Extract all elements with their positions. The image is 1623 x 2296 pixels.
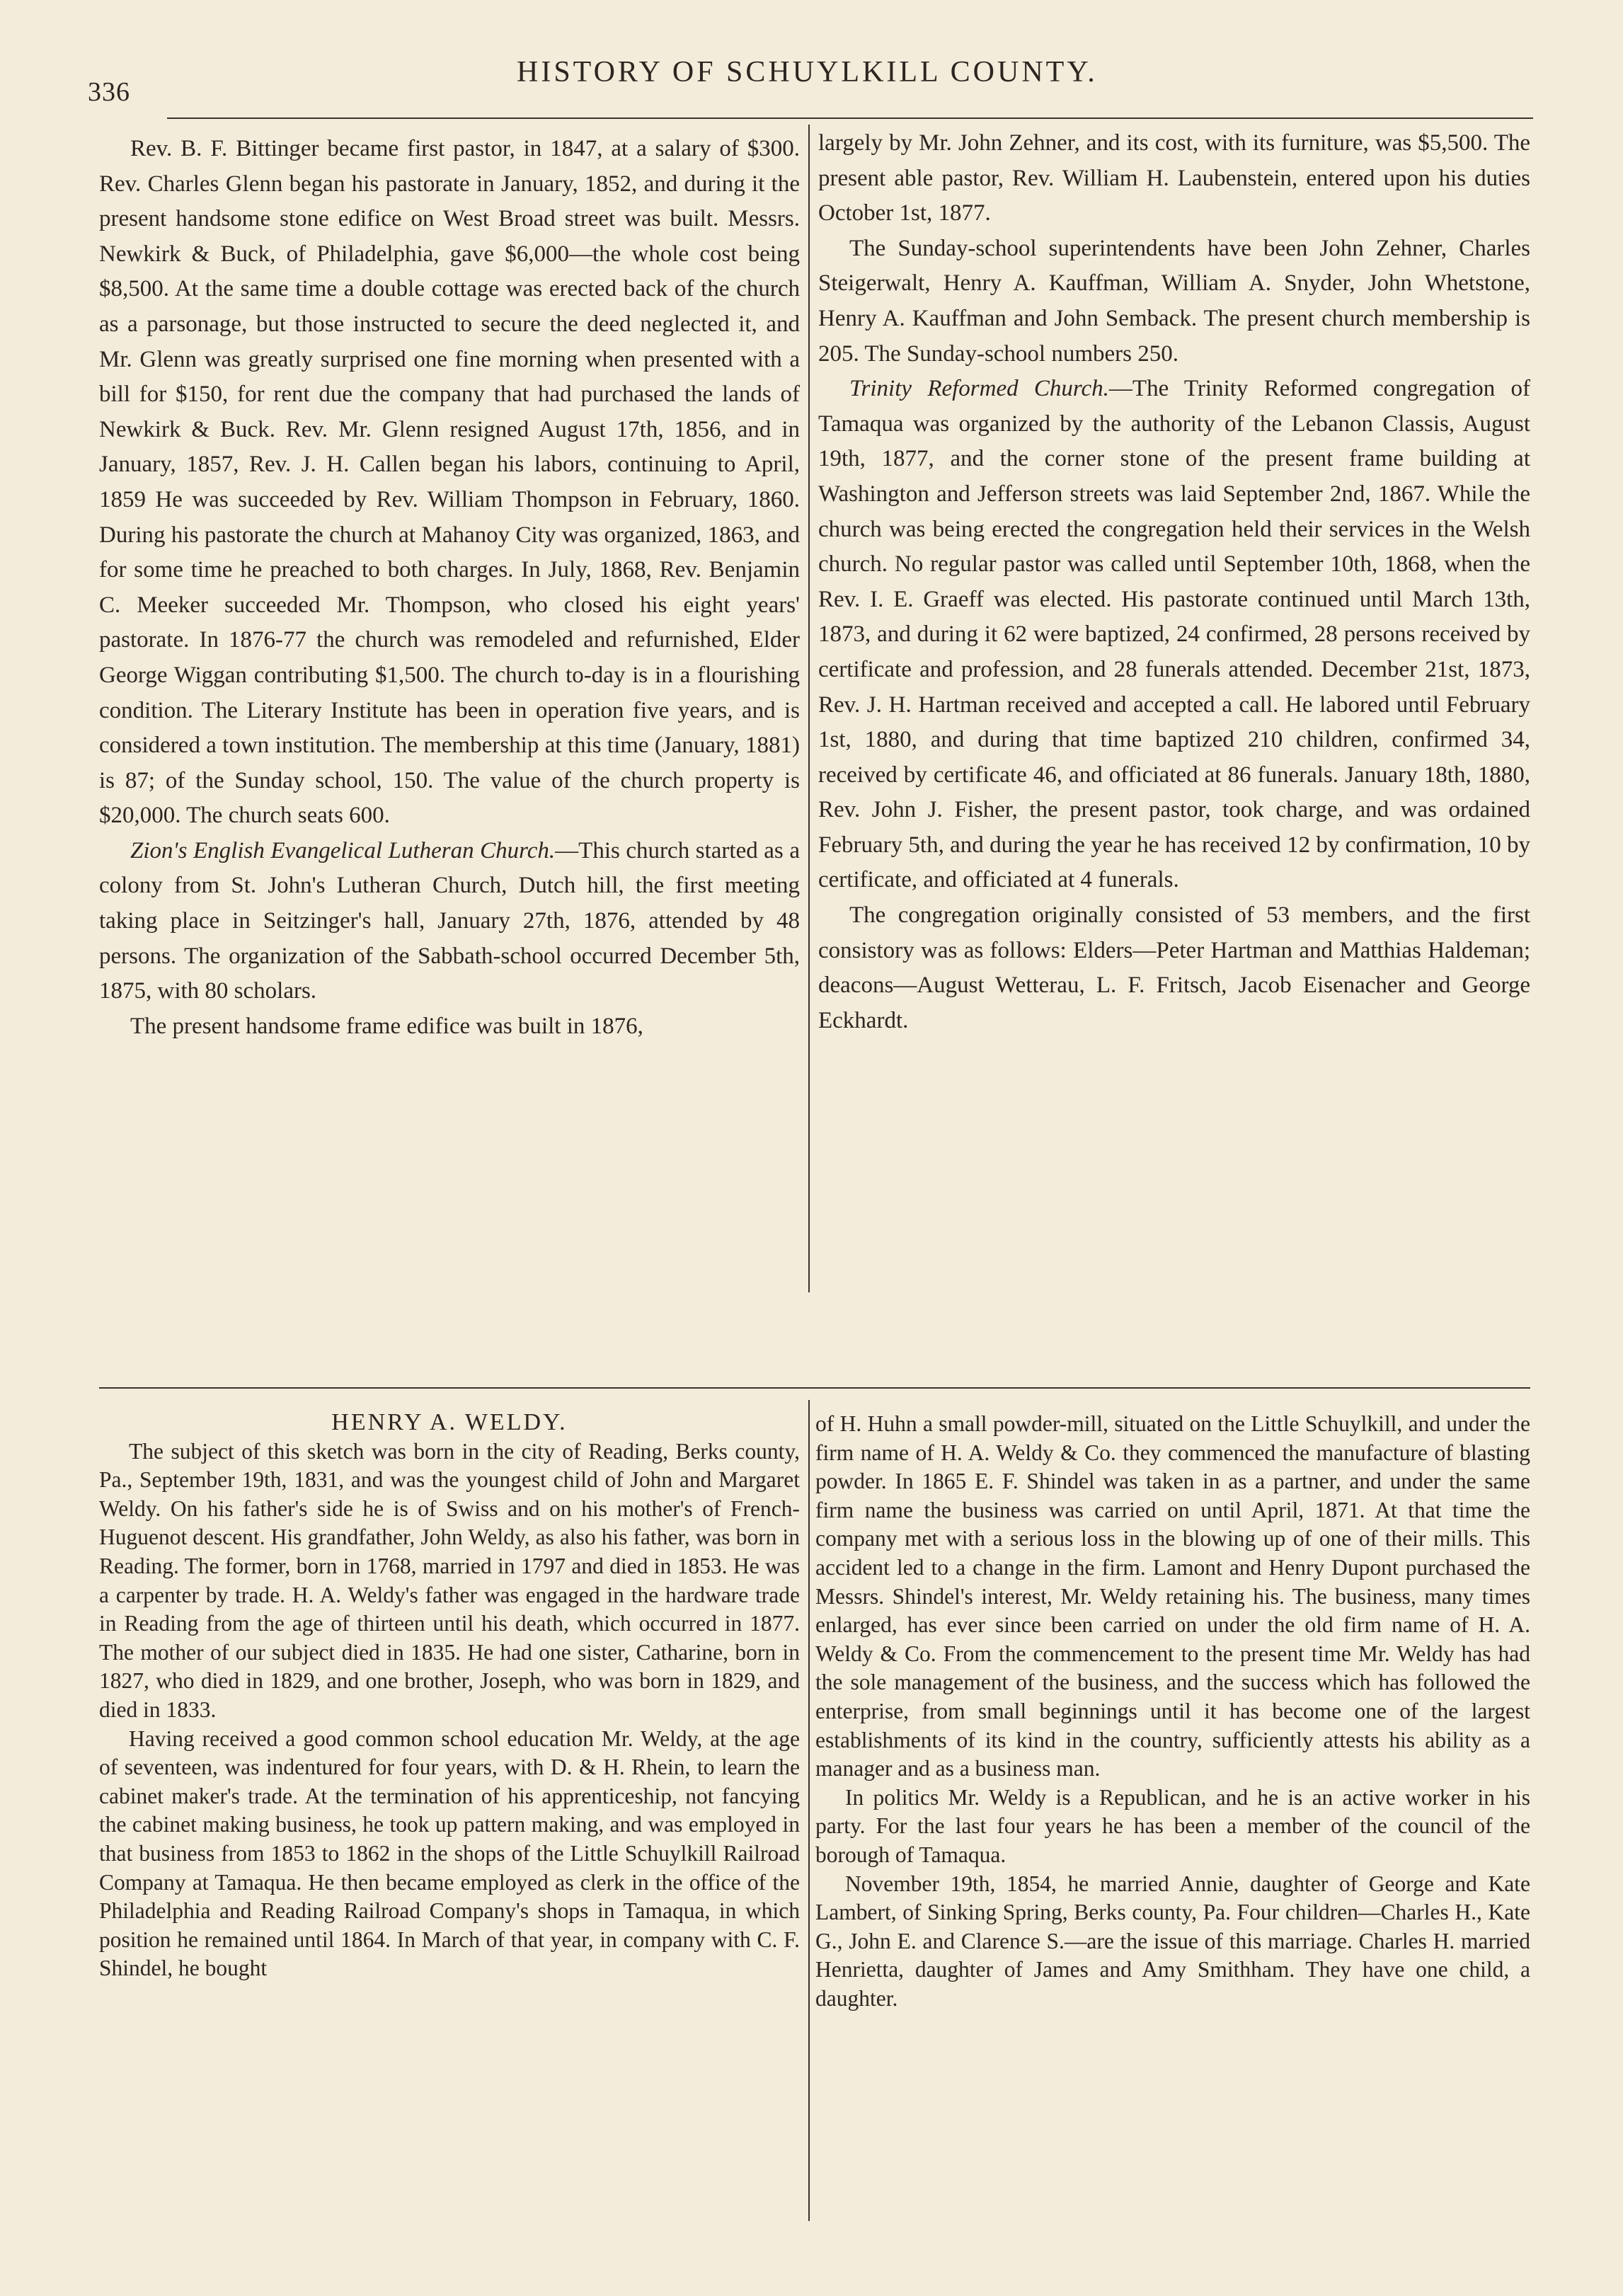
paragraph-body: —This church started as a colony from St. John's Lutheran Church, Dutch hill, the first meeting taking place in Seitzinger's hall, January 27th, 1876, attended by 48 persons. The organization of the Sabbath-school occurred December 5th, 1875, with 80 scholars. (99, 837, 800, 1004)
section-heading: Zion's English Evangelical Lutheran Church. (130, 837, 556, 863)
paragraph: largely by Mr. John Zehner, and its cost, with its furniture, was $5,500. The present able pastor, Rev. William H. Laubenstein, entered upon his duties October 1st, 1877. (818, 130, 1530, 226)
section-rule (99, 1387, 1530, 1389)
bio-right-column (815, 1410, 1530, 2013)
top-right-column (818, 126, 1530, 1038)
section-heading: Trinity Reformed Church. (849, 376, 1109, 402)
paragraph: Rev. B. F. Bittinger became first pastor, in 1847, at a salary of $300. Rev. Charles Glenn began his pastorate in January, 1852, and during it the present handsome stone edifice on West Broad street was built. Messrs. Newkirk & Buck, of Philadelphia, gave $6,000—the whole cost being $8,500. At the same time a double cottage was erected back of the church as a parsonage, but those instructed to secure the deed neglected it, and Mr. Glenn was greatly surprised one fine morning when presented with a bill for $150, for rent due the company that had purchased the lands of Newkirk & Buck. Rev. Mr. Glenn resigned August 17th, 1856, and in January, 1857, Rev. J. H. Callen began his labors, continuing to April, 1859 He was succeeded by Rev. William Thompson in February, 1860. During his pastorate the church at Mahanoy City was organized, 1863, and for some time he preached to both charges. In July, 1868, Rev. Benjamin C. Meeker succeeded Mr. Thompson, who closed his eight years' pastorate. In 1876-77 the church was remodeled and refurnished, Elder George Wiggan contributing $1,500. The church to-day is in a flourishing condition. The Literary Institute has been in operation five years, and is considered a town institution. The membership at this time (January, 1881) is 87; of the Sunday school, 150. The value of the church property is $20,000. The church seats 600. (99, 136, 800, 829)
paragraph: In politics Mr. Weldy is a Republican, and he is an active worker in his party. For the last four years he has been a member of the council of the borough of Tamaqua. (815, 1784, 1530, 1867)
paragraph: November 19th, 1854, he married Annie, daughter of George and Kate Lambert, of Sinking Spring, Berks county, Pa. Four children—Charles H., Kate G., John E. and Clarence S.—are the issue of this marriage. Charles H. married Henrietta, daughter of James and Amy Smithham. They have one child, a daughter. (815, 1871, 1530, 2011)
header-rule (167, 117, 1533, 119)
top-left-column (99, 132, 800, 1044)
paragraph: The congregation originally consisted of 53 members, and the first consistory was as follows: Elders—Peter Hartman and Matthias Haldeman; deacons—August Wetterau, L. F. Fritsch, Jacob Eisenacher and George Eckhardt. (818, 902, 1530, 1033)
paragraph: The Sunday-school superintendents have been John Zehner, Charles Steigerwalt, Henry A. Kauffman, William A. Snyder, John Whetstone, Henry A. Kauffman and John Semback. The present church membership is 205. The Sunday-school numbers 250. (818, 235, 1530, 367)
paragraph: Having received a good common school education Mr. Weldy, at the age of seventeen, was indentured for four years, with D. & H. Rhein, to learn the cabinet maker's trade. At the termination of his apprenticeship, not fancying the cabinet making business, he took up pattern making, and was employed in that business from 1853 to 1862 in the shops of the Little Schuylkill Railroad Company at Tamaqua. He then became employed as clerk in the office of the Philadelphia and Reading Railroad Company's shops in Tamaqua, in which position he remained until 1864. In March of that year, in company with C. F. Shindel, he bought (99, 1726, 800, 1981)
page-number: 336 (88, 77, 130, 107)
paragraph: The subject of this sketch was born in the city of Reading, Berks county, Pa., September 19th, 1831, and was the youngest child of John and Margaret Weldy. On his father's side he is of Swiss and on his mother's of French-Huguenot descent. His grandfather, John Weldy, as also his father, was born in Reading. The former, born in 1768, married in 1797 and died in 1853. He was a carpenter by trade. H. A. Weldy's father was engaged in the hardware trade in Reading from the age of thirteen until his death, which occurred in 1877. The mother of our subject died in 1835. He had one sister, Catharine, born in 1827, who died in 1829, and one brother, Joseph, who was born in 1829, and died in 1833. (99, 1438, 800, 1722)
paragraph-body: —The Trinity Reformed congregation of Tamaqua was organized by the authority of the Lebanon Classis, August 19th, 1877, and the corner stone of the present frame building at Washington and Jefferson streets was laid September 2nd, 1867. While the church was being erected the congregation held their services in the Welsh church. No regular pastor was called until September 10th, 1868, when the Rev. I. E. Graeff was elected. His pastorate continued until March 13th, 1873, and during it 62 were baptized, 24 confirmed, 28 persons received by certificate and profession, and 28 funerals attended. December 21st, 1873, Rev. J. H. Hartman received and accepted a call. He labored until February 1st, 1880, and during that time baptized 210 children, confirmed 34, received by certificate 46, and officiated at 86 funerals. January 18th, 1880, Rev. John J. Fisher, the present pastor, took charge, and was ordained February 5th, and during the year he has received 12 by confirmation, 10 by certificate, and officiated at 4 funerals. (818, 376, 1530, 893)
paragraph: The present handsome frame edifice was built in 1876, (130, 1013, 643, 1039)
biography-title: HENRY A. WELDY. (331, 1409, 568, 1435)
column-divider (808, 1400, 810, 2221)
paragraph (818, 372, 1530, 898)
column-divider (808, 125, 810, 1292)
bio-left-column (99, 1408, 800, 1983)
running-title: HISTORY OF SCHUYLKILL COUNTY. (517, 56, 1098, 88)
paragraph: of H. Huhn a small powder-mill, situated on the Little Schuylkill, and under the firm name of H. A. Weldy & Co. they commenced the manufacture of blasting powder. In 1865 E. F. Shindel was taken in as a partner, and under the same firm name the business was carried on until April, 1871. At that time the company met with a serious loss in the blowing up of one of their mills. This accident led to a change in the firm. Lamont and Henry Dupont purchased the Messrs. Shindel's interest, Mr. Weldy retaining his. The business, many times enlarged, has ever since been carried on under the old firm name of H. A. Weldy & Co. From the commencement to the present time Mr. Weldy has had the sole management of the business, and the success which has followed the enterprise, from small beginnings until it has become one of the largest establishments of its kind in the country, sufficiently attests his ability as a manager and as a business man. (815, 1411, 1530, 1781)
paragraph (99, 834, 800, 1009)
